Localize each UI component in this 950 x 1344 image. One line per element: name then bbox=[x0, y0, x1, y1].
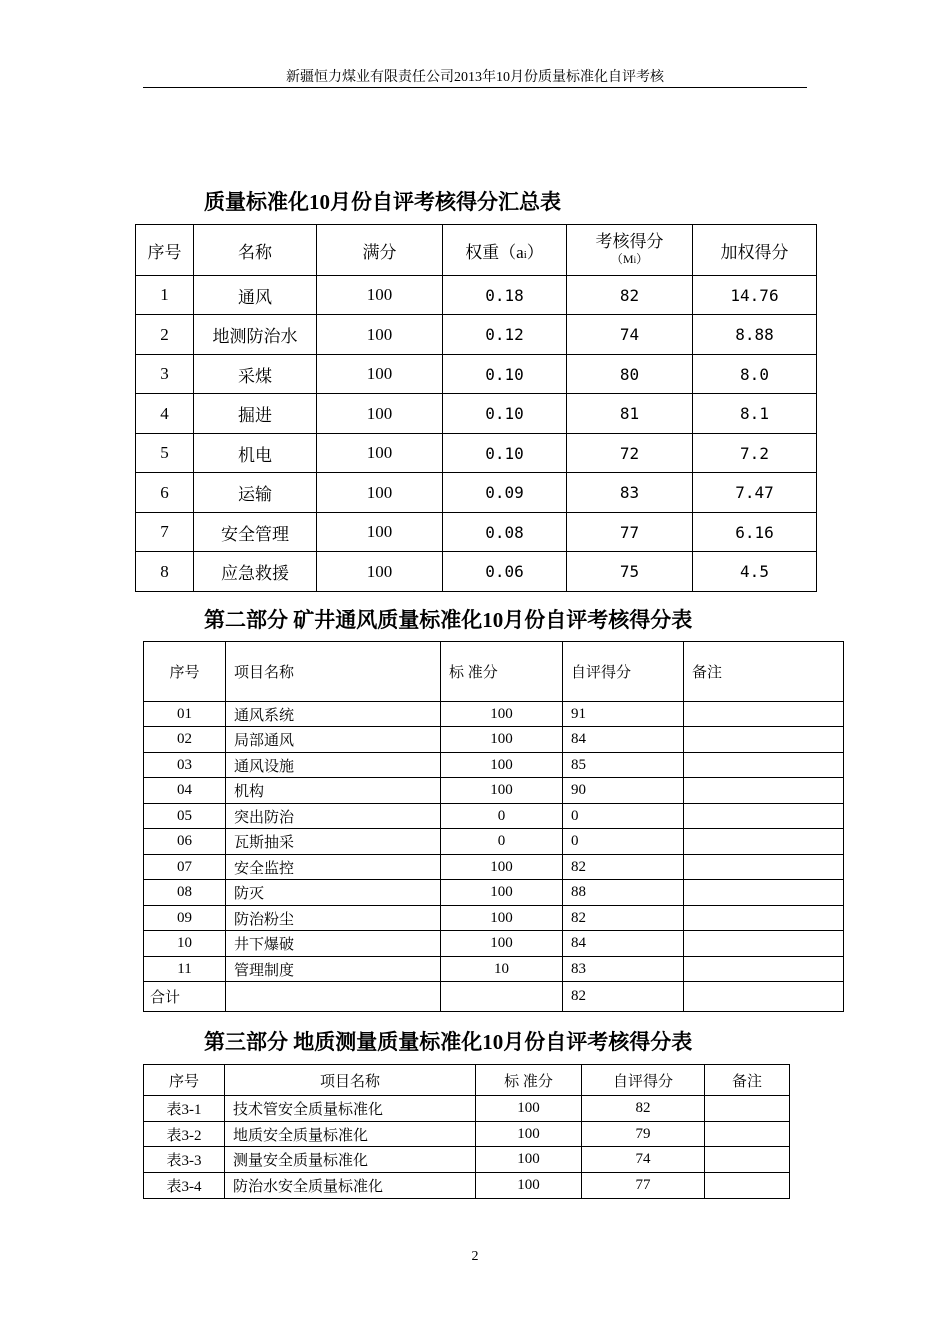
cell: 表3-4 bbox=[144, 1173, 225, 1199]
part2-header-cell: 标 准分 bbox=[441, 642, 563, 702]
cell: 地测防治水 bbox=[194, 315, 317, 355]
cell: 100 bbox=[476, 1173, 582, 1199]
cell bbox=[684, 778, 844, 804]
table-row bbox=[144, 855, 844, 880]
cell: 01 bbox=[144, 702, 226, 727]
part3-header-cell: 项目名称 bbox=[225, 1065, 476, 1096]
table-row bbox=[144, 702, 844, 727]
table-row bbox=[144, 753, 844, 778]
cell: 100 bbox=[441, 906, 563, 931]
part2-header-cell: 自评得分 bbox=[563, 642, 684, 702]
cell: 82 bbox=[582, 1096, 705, 1122]
cell: 安全管理 bbox=[194, 513, 317, 552]
cell bbox=[705, 1096, 790, 1122]
table-row bbox=[144, 1122, 790, 1147]
cell: 74 bbox=[567, 315, 693, 355]
cell: 100 bbox=[317, 473, 443, 513]
table-row bbox=[136, 394, 817, 434]
cell: 100 bbox=[476, 1096, 582, 1122]
table-row bbox=[136, 315, 817, 355]
cell: 机构 bbox=[226, 778, 441, 804]
cell bbox=[684, 753, 844, 778]
total-label: 合计 bbox=[144, 982, 226, 1012]
table-row bbox=[144, 880, 844, 906]
cell bbox=[705, 1173, 790, 1199]
cell bbox=[705, 1122, 790, 1147]
cell: 0.18 bbox=[443, 276, 567, 315]
cell: 0 bbox=[563, 829, 684, 855]
score-label: 考核得分 bbox=[595, 232, 664, 251]
cell: 07 bbox=[144, 855, 226, 880]
summary-header-cell: 名称 bbox=[194, 225, 317, 276]
cell: 表3-2 bbox=[144, 1122, 225, 1147]
cell: 3 bbox=[136, 355, 194, 394]
cell: 0.09 bbox=[443, 473, 567, 513]
cell: 运输 bbox=[194, 473, 317, 513]
cell: 74 bbox=[582, 1147, 705, 1173]
part3-header-cell: 自评得分 bbox=[582, 1065, 705, 1096]
cell: 8 bbox=[136, 552, 194, 592]
cell: 100 bbox=[441, 727, 563, 753]
summary-header-cell: 序号 bbox=[136, 225, 194, 276]
cell bbox=[684, 727, 844, 753]
cell: 84 bbox=[563, 931, 684, 957]
cell: 7.47 bbox=[693, 473, 817, 513]
cell: 防灭 bbox=[226, 880, 441, 906]
table-row bbox=[144, 957, 844, 982]
score-subscript: i bbox=[633, 255, 637, 265]
weight-close: ） bbox=[526, 242, 544, 262]
cell: 100 bbox=[317, 552, 443, 592]
header-rule bbox=[143, 87, 807, 88]
cell: 0.10 bbox=[443, 355, 567, 394]
table-row bbox=[144, 1173, 790, 1199]
cell: 100 bbox=[441, 931, 563, 957]
cell: 掘进 bbox=[194, 394, 317, 434]
part3-title: 第三部分 地质测量质量标准化10月份自评考核得分表 bbox=[204, 1030, 693, 1054]
cell: 安全监控 bbox=[226, 855, 441, 880]
cell bbox=[684, 957, 844, 982]
cell bbox=[441, 982, 563, 1012]
cell: 井下爆破 bbox=[226, 931, 441, 957]
cell: 08 bbox=[144, 880, 226, 906]
cell: 100 bbox=[317, 434, 443, 473]
cell bbox=[684, 880, 844, 906]
cell: 0.06 bbox=[443, 552, 567, 592]
part3-header-row bbox=[144, 1065, 790, 1096]
cell: 11 bbox=[144, 957, 226, 982]
cell: 85 bbox=[563, 753, 684, 778]
cell: 10 bbox=[144, 931, 226, 957]
cell: 6 bbox=[136, 473, 194, 513]
table-row bbox=[144, 778, 844, 804]
part3-table bbox=[143, 1064, 790, 1199]
page-number: 2 bbox=[471, 1249, 479, 1264]
cell: 瓦斯抽采 bbox=[226, 829, 441, 855]
cell bbox=[684, 855, 844, 880]
cell: 100 bbox=[317, 355, 443, 394]
cell: 4.5 bbox=[693, 552, 817, 592]
score-sub-close: ） bbox=[636, 252, 649, 266]
table-row bbox=[144, 906, 844, 931]
table-row bbox=[144, 829, 844, 855]
table-row bbox=[136, 513, 817, 552]
cell: 防治粉尘 bbox=[226, 906, 441, 931]
cell: 82 bbox=[563, 855, 684, 880]
table-row bbox=[136, 552, 817, 592]
summary-table bbox=[135, 224, 817, 592]
cell: 7.2 bbox=[693, 434, 817, 473]
total-value: 82 bbox=[563, 982, 684, 1012]
cell: 0.10 bbox=[443, 394, 567, 434]
summary-header-row bbox=[136, 225, 817, 276]
cell: 4 bbox=[136, 394, 194, 434]
part2-header-row bbox=[144, 642, 844, 702]
cell: 突出防治 bbox=[226, 804, 441, 829]
summary-header-cell bbox=[567, 225, 693, 276]
cell: 7 bbox=[136, 513, 194, 552]
table-row bbox=[144, 804, 844, 829]
cell bbox=[684, 906, 844, 931]
page-header: 新疆恒力煤业有限责任公司2013年10月份质量标准化自评考核 bbox=[286, 70, 664, 85]
summary-title: 质量标准化10月份自评考核得分汇总表 bbox=[204, 190, 561, 214]
part2-header-cell: 项目名称 bbox=[226, 642, 441, 702]
cell: 77 bbox=[582, 1173, 705, 1199]
part3-header-cell: 标 准分 bbox=[476, 1065, 582, 1096]
part2-title: 第二部分 矿井通风质量标准化10月份自评考核得分表 bbox=[204, 608, 693, 632]
cell: 91 bbox=[563, 702, 684, 727]
cell bbox=[226, 982, 441, 1012]
cell: 5 bbox=[136, 434, 194, 473]
table-row bbox=[144, 1096, 790, 1122]
total-row bbox=[144, 982, 844, 1012]
cell: 8.0 bbox=[693, 355, 817, 394]
part3-header-cell: 备注 bbox=[705, 1065, 790, 1096]
cell: 表3-3 bbox=[144, 1147, 225, 1173]
cell: 100 bbox=[317, 394, 443, 434]
summary-header-cell: 满分 bbox=[317, 225, 443, 276]
cell: 14.76 bbox=[693, 276, 817, 315]
cell: 100 bbox=[441, 753, 563, 778]
part3-header-cell: 序号 bbox=[144, 1065, 225, 1096]
cell: 测量安全质量标准化 bbox=[225, 1147, 476, 1173]
cell: 100 bbox=[441, 880, 563, 906]
cell: 05 bbox=[144, 804, 226, 829]
cell: 100 bbox=[317, 315, 443, 355]
cell: 75 bbox=[567, 552, 693, 592]
cell: 2 bbox=[136, 315, 194, 355]
cell: 0 bbox=[563, 804, 684, 829]
cell: 77 bbox=[567, 513, 693, 552]
cell bbox=[684, 804, 844, 829]
cell: 100 bbox=[317, 513, 443, 552]
cell: 09 bbox=[144, 906, 226, 931]
weight-subscript: i bbox=[523, 248, 527, 261]
cell: 管理制度 bbox=[226, 957, 441, 982]
summary-header-cell: 加权得分 bbox=[693, 225, 817, 276]
table-row bbox=[136, 355, 817, 394]
part2-table bbox=[143, 641, 844, 1012]
cell: 10 bbox=[441, 957, 563, 982]
table-row bbox=[136, 434, 817, 473]
cell: 采煤 bbox=[194, 355, 317, 394]
cell: 0 bbox=[441, 829, 563, 855]
cell: 84 bbox=[563, 727, 684, 753]
cell: 81 bbox=[567, 394, 693, 434]
cell: 8.1 bbox=[693, 394, 817, 434]
cell: 03 bbox=[144, 753, 226, 778]
cell: 100 bbox=[476, 1147, 582, 1173]
cell: 应急救援 bbox=[194, 552, 317, 592]
cell: 100 bbox=[441, 702, 563, 727]
score-sub-label: （M bbox=[610, 252, 634, 266]
cell: 04 bbox=[144, 778, 226, 804]
cell: 0.10 bbox=[443, 434, 567, 473]
cell: 机电 bbox=[194, 434, 317, 473]
cell: 83 bbox=[567, 473, 693, 513]
cell: 地质安全质量标准化 bbox=[225, 1122, 476, 1147]
table-row bbox=[136, 473, 817, 513]
cell: 72 bbox=[567, 434, 693, 473]
cell: 通风设施 bbox=[226, 753, 441, 778]
cell: 90 bbox=[563, 778, 684, 804]
cell: 100 bbox=[476, 1122, 582, 1147]
cell: 83 bbox=[563, 957, 684, 982]
cell: 06 bbox=[144, 829, 226, 855]
cell: 0 bbox=[441, 804, 563, 829]
cell: 80 bbox=[567, 355, 693, 394]
table-row bbox=[144, 1147, 790, 1173]
table-row bbox=[136, 276, 817, 315]
cell: 100 bbox=[317, 276, 443, 315]
cell: 02 bbox=[144, 727, 226, 753]
cell: 局部通风 bbox=[226, 727, 441, 753]
cell: 79 bbox=[582, 1122, 705, 1147]
cell: 100 bbox=[441, 778, 563, 804]
cell: 防治水安全质量标准化 bbox=[225, 1173, 476, 1199]
cell: 通风 bbox=[194, 276, 317, 315]
table-row bbox=[144, 931, 844, 957]
summary-header-cell bbox=[443, 225, 567, 276]
cell bbox=[684, 931, 844, 957]
cell: 通风系统 bbox=[226, 702, 441, 727]
cell bbox=[705, 1147, 790, 1173]
weight-label: 权重（a bbox=[465, 242, 524, 262]
cell: 100 bbox=[441, 855, 563, 880]
part2-header-cell: 备注 bbox=[684, 642, 844, 702]
cell: 0.08 bbox=[443, 513, 567, 552]
cell bbox=[684, 829, 844, 855]
table-row bbox=[144, 727, 844, 753]
cell: 8.88 bbox=[693, 315, 817, 355]
cell bbox=[684, 982, 844, 1012]
cell: 82 bbox=[567, 276, 693, 315]
cell bbox=[684, 702, 844, 727]
cell: 82 bbox=[563, 906, 684, 931]
cell: 0.12 bbox=[443, 315, 567, 355]
cell: 6.16 bbox=[693, 513, 817, 552]
cell: 技术管安全质量标准化 bbox=[225, 1096, 476, 1122]
cell: 表3-1 bbox=[144, 1096, 225, 1122]
part2-header-cell: 序号 bbox=[144, 642, 226, 702]
cell: 1 bbox=[136, 276, 194, 315]
cell: 88 bbox=[563, 880, 684, 906]
score-sub bbox=[567, 252, 692, 268]
